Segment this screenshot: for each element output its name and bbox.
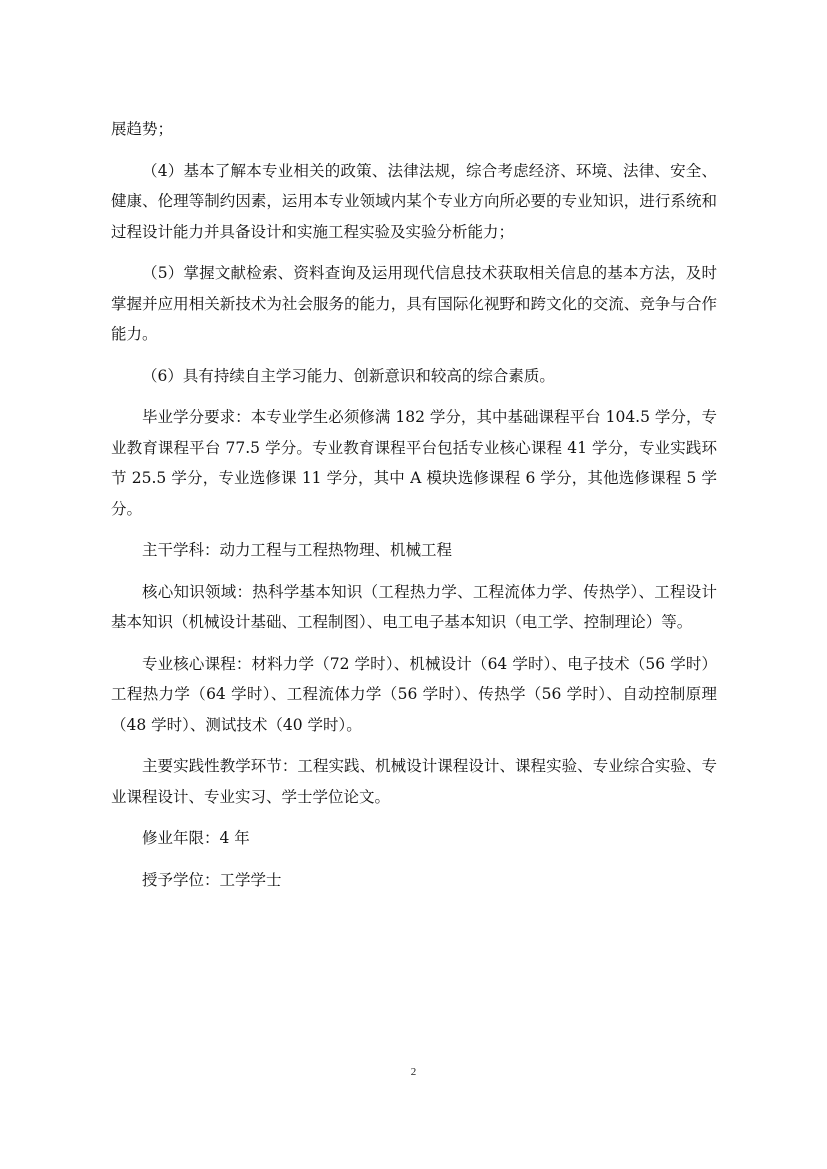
page-body [111, 114, 717, 895]
paragraph-study-duration: 修业年限：4 年 [142, 829, 250, 847]
paragraph-degree: 授予学位：工学学士 [142, 870, 282, 889]
paragraph-main-disciplines: 主干学科：动力工程与工程热物理、机械工程 [142, 541, 453, 559]
paragraph-requirement-6: （6）具有持续自主学习能力、创新意识和较高的综合素质。 [142, 366, 555, 385]
paragraph-requirement-5: （5）掌握文献检索、资料查询及运用现代信息技术获取相关信息的基本方法，及时掌握并应用相关新技术为社会服务的能力，具有国际化视野和跨文化的交流、竞争与合作能力。 [111, 264, 717, 343]
page-number: 2 [410, 1066, 417, 1078]
paragraph-continuation: 展趋势； [111, 120, 174, 138]
paragraph-requirement-4: （4）基本了解本专业相关的政策、法律法规，综合考虑经济、环境、法律、安全、健康、伦理等制约因素，运用本专业领域内某个专业方向所必要的专业知识，进行系统和过程设计能力并具备设计和实施工程实验及实验分析能力； [111, 161, 717, 241]
paragraph-graduation-credits: 毕业学分要求：本专业学生必须修满 182 学分，其中基础课程平台 104.5 学分，专业教育课程平台 77.5 学分。专业教育课程平台包括专业核心课程 41 学分，专业实践环节 25.5 学分，专业选修课 11 学分，其中 A 模块选修课程 6 学分，其他选修课程 5 学分。 [111, 408, 717, 518]
paragraph-core-courses: 专业核心课程：材料力学（72 学时）、机械设计（64 学时）、电子技术（56 学时）工程热力学（64 学时）、工程流体力学（56 学时）、传热学（56 学时）、自动控制原理（48 学时）、测试技术（40 学时）。 [111, 654, 717, 734]
paragraph-practice-links: 主要实践性教学环节：工程实践、机械设计课程设计、课程实验、专业综合实验、专业课程设计、专业实习、学士学位论文。 [111, 757, 717, 806]
paragraph-core-knowledge: 核心知识领域：热科学基本知识（工程热力学、工程流体力学、传热学）、工程设计基本知识（机械设计基础、工程制图）、电工电子基本知识（电工学、控制理论）等。 [111, 582, 717, 631]
